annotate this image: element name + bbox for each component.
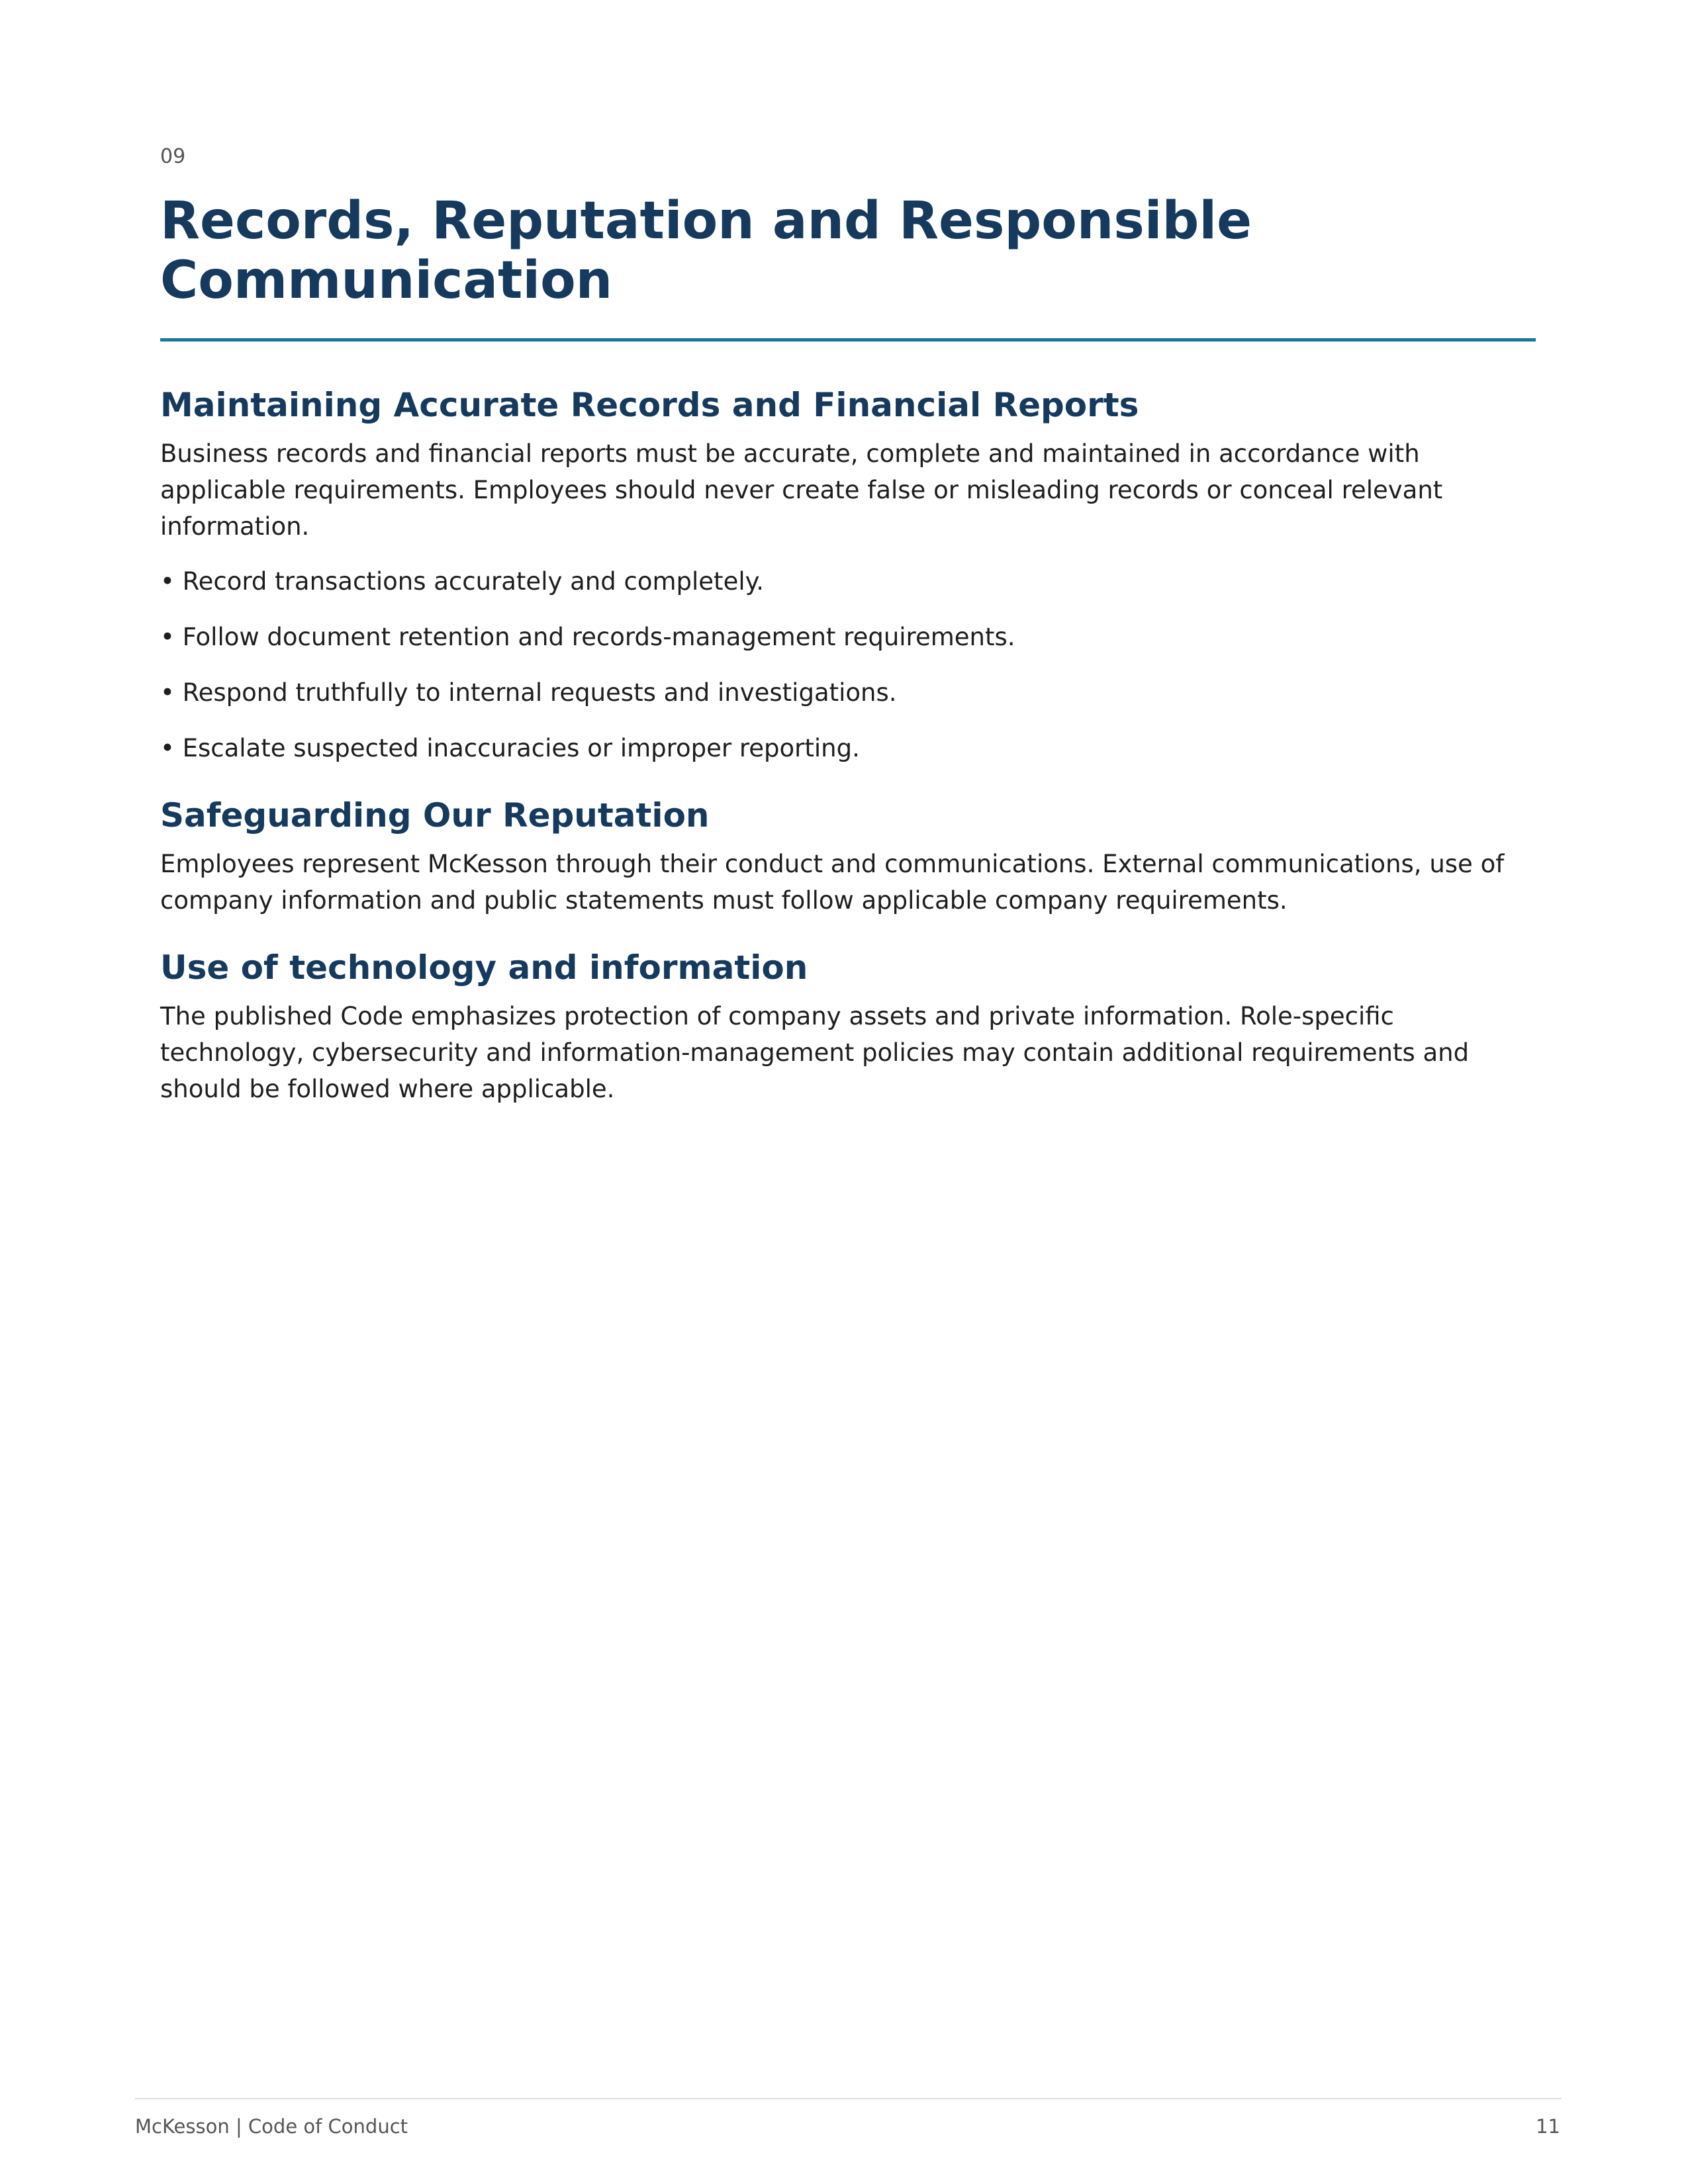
bullet-item: • Follow document retention and records-management requirements. (160, 623, 1015, 651)
footer-divider (135, 2098, 1562, 2099)
title-divider (160, 338, 1536, 341)
page-title: Records, Reputation and Responsible Communication (160, 191, 1252, 310)
technology-body: The published Code emphasizes protection of company assets and private information. Role-specific technology, cybersecurity and information-management policies may contain additional requirements and should be followed where applicable. (160, 1002, 1470, 1103)
reputation-body: Employees represent McKesson through their conduct and communications. External communications, use of company information and public statements must follow applicable company requirements. (160, 850, 1505, 915)
page-content (160, 142, 1537, 1107)
bullet-item: • Escalate suspected inaccuracies or improper reporting. (160, 734, 860, 762)
reputation-heading: Safeguarding Our Reputation (160, 796, 710, 835)
page-number: 11 (1536, 2115, 1560, 2138)
footer-label: McKesson | Code of Conduct (135, 2115, 408, 2138)
records-bullet-list (160, 563, 1537, 766)
records-heading: Maintaining Accurate Records and Financial Reports (160, 386, 1139, 424)
bullet-item: • Respond truthfully to internal requests and investigations. (160, 678, 897, 707)
technology-heading: Use of technology and information (160, 948, 808, 987)
section-number: 09 (160, 145, 186, 168)
bullet-item: • Record transactions accurately and completely. (160, 567, 764, 596)
records-body: Business records and financial reports must be accurate, complete and maintained in accordance with applicable requirements. Employees should never create false or misleading records or conceal relevant information. (160, 439, 1443, 541)
